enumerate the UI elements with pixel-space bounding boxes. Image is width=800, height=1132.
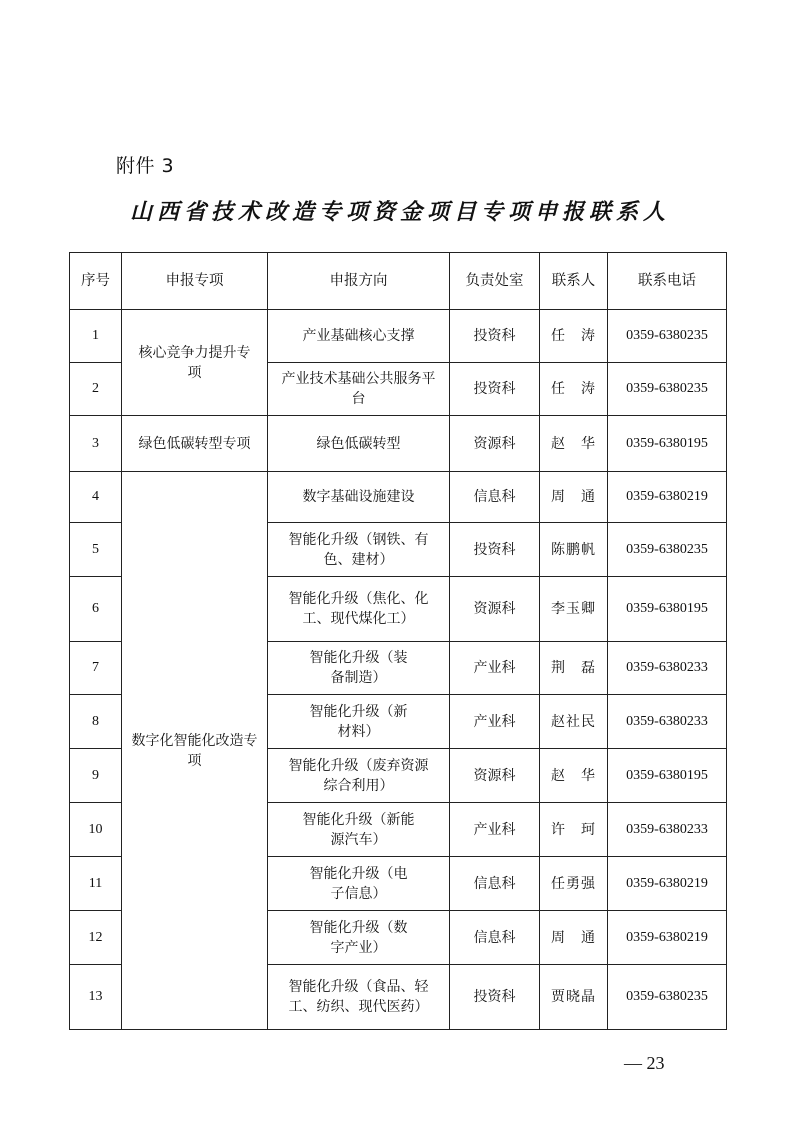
document-title: 山西省技术改造专项资金项目专项申报联系人 [129, 200, 670, 225]
group-core: 核心竞争力提升专项 [122, 310, 268, 416]
row-direction: 智能化升级（新能源汽车） [268, 803, 450, 857]
row-contact: 任勇强 [540, 857, 608, 911]
row-direction: 智能化升级（食品、轻工、纺织、现代医药） [268, 965, 450, 1030]
row-contact: 贾晓晶 [540, 965, 608, 1030]
group-green: 绿色低碳转型专项 [122, 416, 268, 472]
row-direction: 绿色低碳转型 [268, 416, 450, 472]
header-project: 申报专项 [122, 253, 268, 310]
row-phone: 0359-6380235 [608, 523, 727, 577]
row-office: 资源科 [450, 577, 540, 642]
row-phone: 0359-6380219 [608, 472, 727, 523]
row-contact: 陈鹏帆 [540, 523, 608, 577]
row-office: 投资科 [450, 965, 540, 1030]
header-office: 负责处室 [450, 253, 540, 310]
row-no: 6 [70, 577, 122, 642]
row-no: 7 [70, 642, 122, 695]
contacts-table [69, 252, 727, 1030]
row-contact: 周 通 [540, 911, 608, 965]
row-direction: 智能化升级（装备制造） [268, 642, 450, 695]
row-no: 8 [70, 695, 122, 749]
row-office: 资源科 [450, 416, 540, 472]
row-phone: 0359-6380219 [608, 857, 727, 911]
row-contact: 赵社民 [540, 695, 608, 749]
row-no: 9 [70, 749, 122, 803]
row-no: 1 [70, 310, 122, 363]
row-office: 信息科 [450, 911, 540, 965]
row-contact: 任 涛 [540, 363, 608, 416]
row-office: 投资科 [450, 310, 540, 363]
row-no: 12 [70, 911, 122, 965]
row-office: 信息科 [450, 857, 540, 911]
row-no: 13 [70, 965, 122, 1030]
table-row [70, 472, 727, 523]
table-header-row [70, 253, 727, 310]
row-direction: 智能化升级（废弃资源综合利用） [268, 749, 450, 803]
row-phone: 0359-6380235 [608, 965, 727, 1030]
page-number: — 23 [624, 1053, 665, 1073]
row-no: 2 [70, 363, 122, 416]
row-no: 4 [70, 472, 122, 523]
header-phone: 联系电话 [608, 253, 727, 310]
row-direction: 智能化升级（电子信息） [268, 857, 450, 911]
row-office: 资源科 [450, 749, 540, 803]
row-phone: 0359-6380233 [608, 695, 727, 749]
row-no: 10 [70, 803, 122, 857]
row-phone: 0359-6380195 [608, 749, 727, 803]
row-direction: 数字基础设施建设 [268, 472, 450, 523]
row-direction: 智能化升级（钢铁、有色、建材） [268, 523, 450, 577]
header-direction: 申报方向 [268, 253, 450, 310]
row-direction: 智能化升级（新材料） [268, 695, 450, 749]
table-row [70, 416, 727, 472]
row-office: 信息科 [450, 472, 540, 523]
row-contact: 赵 华 [540, 749, 608, 803]
row-phone: 0359-6380235 [608, 310, 727, 363]
row-office: 产业科 [450, 803, 540, 857]
row-phone: 0359-6380195 [608, 416, 727, 472]
row-office: 投资科 [450, 363, 540, 416]
row-contact: 赵 华 [540, 416, 608, 472]
row-phone: 0359-6380233 [608, 803, 727, 857]
row-phone: 0359-6380219 [608, 911, 727, 965]
row-contact: 李玉卿 [540, 577, 608, 642]
row-phone: 0359-6380195 [608, 577, 727, 642]
row-contact: 荆 磊 [540, 642, 608, 695]
row-office: 产业科 [450, 695, 540, 749]
group-digital: 数字化智能化改造专项 [122, 472, 268, 1030]
table-row [70, 310, 727, 363]
row-contact: 任 涛 [540, 310, 608, 363]
attachment-label: 附件 3 [116, 155, 175, 177]
row-contact: 许 珂 [540, 803, 608, 857]
header-contact: 联系人 [540, 253, 608, 310]
row-phone: 0359-6380233 [608, 642, 727, 695]
row-office: 投资科 [450, 523, 540, 577]
row-direction: 智能化升级（数字产业） [268, 911, 450, 965]
row-no: 3 [70, 416, 122, 472]
header-no: 序号 [70, 253, 122, 310]
row-direction: 智能化升级（焦化、化工、现代煤化工） [268, 577, 450, 642]
row-direction: 产业技术基础公共服务平台 [268, 363, 450, 416]
row-office: 产业科 [450, 642, 540, 695]
row-direction: 产业基础核心支撑 [268, 310, 450, 363]
row-phone: 0359-6380235 [608, 363, 727, 416]
row-no: 11 [70, 857, 122, 911]
row-no: 5 [70, 523, 122, 577]
row-contact: 周 通 [540, 472, 608, 523]
